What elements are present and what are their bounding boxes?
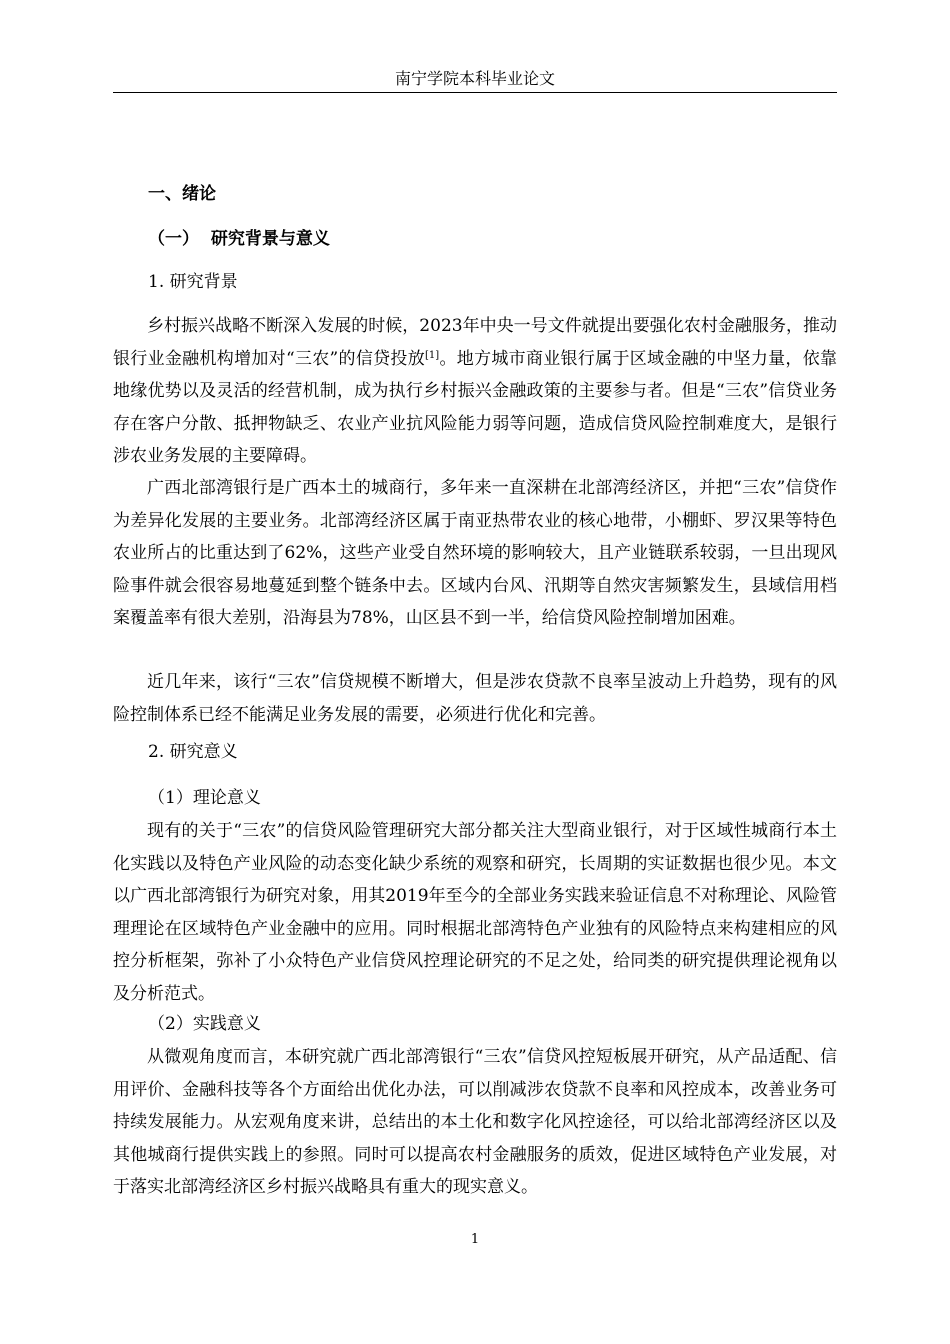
section-heading: （一） 研究背景与意义 — [148, 229, 330, 249]
paragraph-theory: 现有的关于“三农”的信贷风险管理研究大部分都关注大型商业银行，对于区域性城商行本土化实践以及特色产业风险的动态变化缺少系统的观察和研究，长周期的实证数据也很少见。本文以广西北部湾银行为研究对象，用其2019年至今的全部业务实践来验证信息不对称理论、风险管理理论在区域特色产业金融中的应用。同时根据北部湾特色产业独有的风险特点来构建相应的风控分析框架，弥补了小众特色产业信贷风控理论研究的不足之处，给同类的研究提供理论视角以及分析范式。 — [113, 821, 837, 1004]
chapter-heading: 一、绪论 — [148, 184, 216, 204]
paragraph-background-3: 近几年来，该行“三农”信贷规模不断增大，但是涉农贷款不良率呈波动上升趋势，现有的风险控制体系已经不能满足业务发展的需要，必须进行优化和完善。 — [113, 672, 837, 725]
paragraph-practice: 从微观角度而言，本研究就广西北部湾银行“三农”信贷风控短板展开研究，从产品适配、信用评价、金融科技等各个方面给出优化办法，可以削减涉农贷款不良率和风控成本，改善业务可持续发展能力。从宏观角度来讲，总结出的本土化和数字化风控途径，可以给北部湾经济区以及其他城商行提供实践上的参照。同时可以提高农村金融服务的质效，促进区域特色产业发展，对于落实北部湾经济区乡村振兴战略具有重大的现实意义。 — [113, 1047, 837, 1197]
sub-subsection-heading-practice: （2）实践意义 — [148, 1014, 261, 1034]
paragraph-background-1 — [113, 310, 837, 473]
sub-subsection-heading-theory: （1）理论意义 — [148, 788, 261, 808]
citation-marker: [1] — [425, 349, 440, 361]
subsection-heading-significance: 2. 研究意义 — [148, 742, 238, 762]
running-header-title: 南宁学院本科毕业论文 — [394, 69, 555, 88]
paragraph-text: 乡村振兴战略不断深入发展的时候，2023年中央一号文件就提出要强化农村金融服务，推动银行业金融机构增加对“三农”的信贷投放 — [113, 316, 837, 369]
paragraph-background-2: 广西北部湾银行是广西本土的城商行，多年来一直深耕在北部湾经济区，并把“三农”信贷作为差异化发展的主要业务。北部湾经济区属于南亚热带农业的核心地带，小棚虾、罗汉果等特色农业所占的比重达到了62%，这些产业受自然环境的影响较大，且产业链联系较弱，一旦出现风险事件就会很容易地蔓延到整个链条中去。区域内台风、汛期等自然灾害频繁发生，县域信用档案覆盖率有很大差别，沿海县为78%，山区县不到一半，给信贷风险控制增加困难。 — [113, 478, 837, 628]
header-rule — [113, 92, 837, 93]
page-number: 1 — [470, 1232, 480, 1247]
subsection-heading-background: 1. 研究背景 — [148, 272, 238, 292]
paragraph-text: 。地方城市商业银行属于区域金融的中坚力量，依靠地缘优势以及灵活的经营机制，成为执行乡村振兴金融政策的主要参与者。但是“三农”信贷业务存在客户分散、抵押物缺乏、农业产业抗风险能力弱等问题，造成信贷风险控制难度大，是银行涉农业务发展的主要障碍。 — [113, 348, 837, 466]
